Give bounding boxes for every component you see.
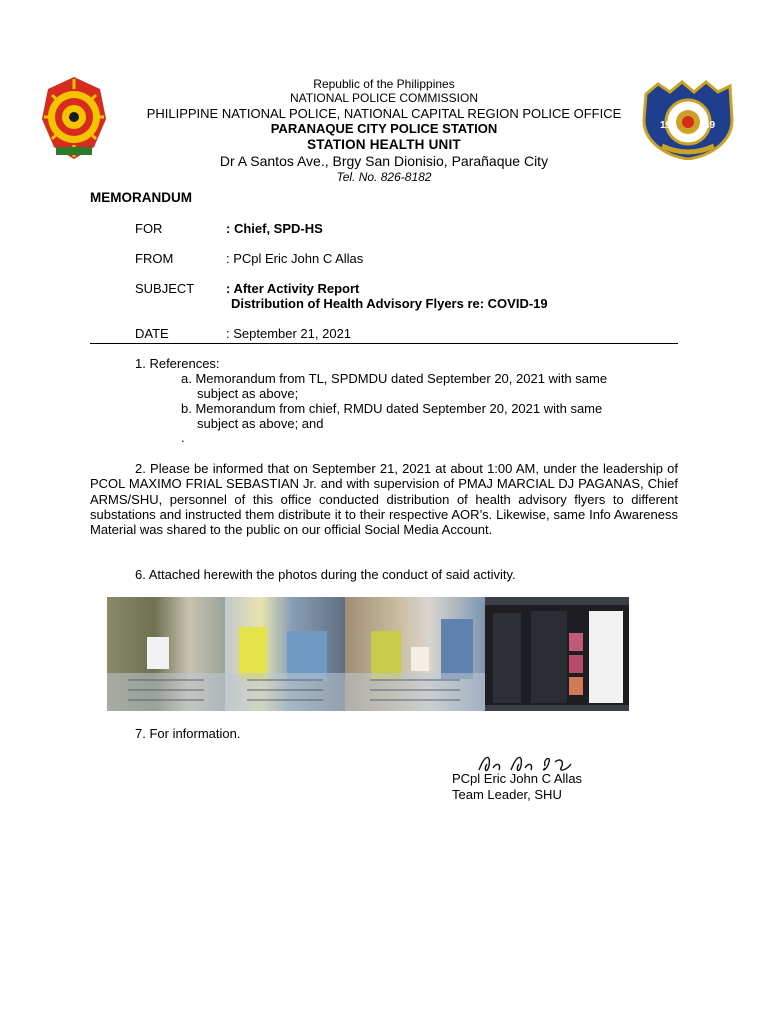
activity-photo-1 xyxy=(107,597,225,711)
reference-c: . xyxy=(181,430,185,445)
signatory-name: PCpl Eric John C Allas xyxy=(452,771,583,786)
reference-a-line1: a. Memorandum from TL, SPDMDU dated September 20, 2021 with same xyxy=(181,371,608,386)
header-line-tel: Tel. No. 826-8182 xyxy=(336,169,432,184)
header-line-napolcom: NATIONAL POLICE COMMISSION xyxy=(289,91,479,106)
header-line-address: Dr A Santos Ave., Brgy San Dionisio, Parañaque City xyxy=(219,153,549,170)
activity-photo-2 xyxy=(225,597,345,711)
from-label: FROM xyxy=(135,251,174,266)
paragraph-2: 2. Please be informed that on September 21, 2021 at about 1:00 AM, under the leadership of PCOL MAXIMO FRIAL SEBASTIAN Jr. and with supervision of PMAJ MARCIAL DJ PAGANAS, Chief ARMS/SHU, personnel of this office conducted distribution of health advisory flyers to different substations and instructed them distribute it to their respective AOR’s. Likewise, same Info Awareness Material was shared to the public on our official Social Media Account. xyxy=(90,461,678,538)
header-divider xyxy=(90,343,678,344)
letterhead xyxy=(120,77,648,184)
social-media-screenshot xyxy=(485,597,629,711)
badge-year-right: 49 xyxy=(704,120,716,131)
signatory-title: Team Leader, SHU xyxy=(452,787,562,802)
reference-b-line2: subject as above; and xyxy=(197,416,324,431)
for-label: FOR xyxy=(135,221,163,236)
date-value: : September 21, 2021 xyxy=(226,326,352,341)
activity-photo-strip xyxy=(107,597,629,711)
subject-label: SUBJECT xyxy=(135,281,195,296)
from-value: : PCpl Eric John C Allas xyxy=(226,251,364,266)
reference-a-line2: subject as above; xyxy=(197,386,299,401)
header-line-unit: STATION HEALTH UNIT xyxy=(307,136,461,152)
references-heading: 1. References: xyxy=(135,356,220,371)
reference-b-line1: b. Memorandum from chief, RMDU dated September 20, 2021 with same xyxy=(181,401,603,416)
paragraph-6: 6. Attached herewith the photos during the conduct of said activity. xyxy=(135,567,516,582)
subject-value-line2: Distribution of Health Advisory Flyers re: COVID-19 xyxy=(231,296,548,311)
subject-value-line1: : After Activity Report xyxy=(226,281,360,296)
activity-photo-3 xyxy=(345,597,485,711)
station-badge-logo xyxy=(640,80,736,160)
paragraph-7: 7. For information. xyxy=(135,726,241,741)
badge-year-left: 19 xyxy=(660,120,672,131)
for-value: : Chief, SPD-HS xyxy=(226,221,323,236)
date-label: DATE xyxy=(135,326,169,341)
header-line-pnp: PHILIPPINE NATIONAL POLICE, NATIONAL CAPITAL REGION POLICE OFFICE xyxy=(146,105,622,121)
header-line-station: PARANAQUE CITY POLICE STATION xyxy=(270,121,498,137)
header-line-republic: Republic of the Philippines xyxy=(313,77,455,91)
pnp-seal-logo xyxy=(40,75,108,161)
memo-title: MEMORANDUM xyxy=(90,190,192,205)
